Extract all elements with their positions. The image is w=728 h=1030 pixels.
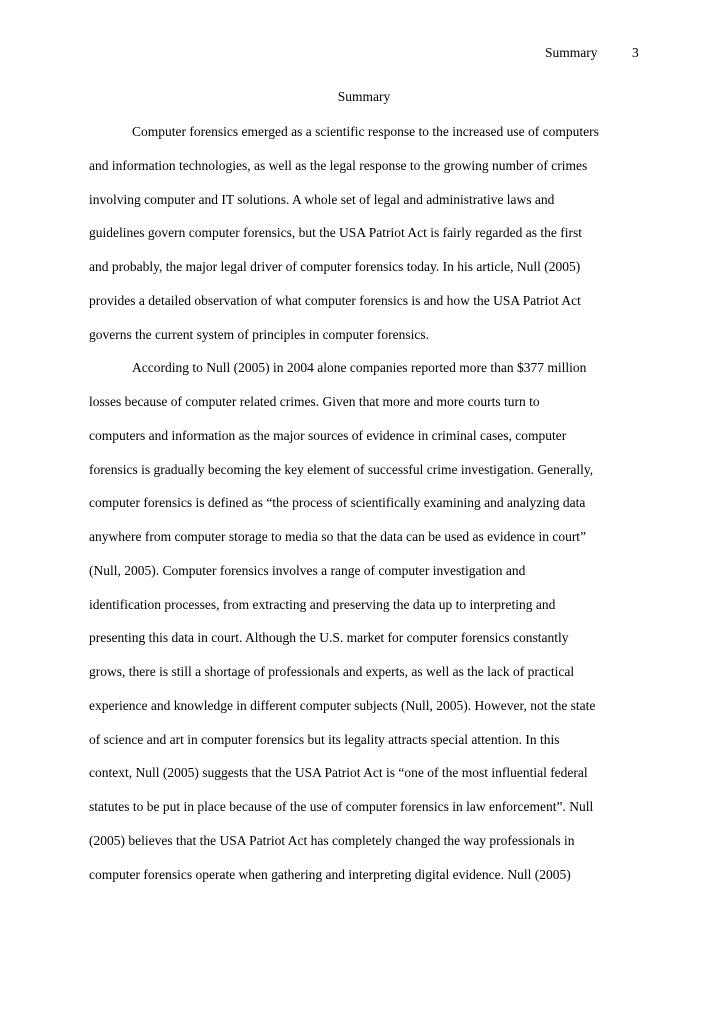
paragraph-line: losses because of computer related crimes. Given that more and more courts turn to [89, 394, 540, 409]
paragraph-line: (Null, 2005). Computer forensics involves a range of computer investigation and [89, 563, 526, 578]
paragraph-line: involving computer and IT solutions. A whole set of legal and administrative laws and [89, 192, 555, 207]
paragraph-line: computer forensics operate when gathering and interpreting digital evidence. Null (2005) [89, 867, 571, 882]
paragraph-line: presenting this data in court. Although the U.S. market for computer forensics constantly [89, 630, 569, 645]
paragraph-line: statutes to be put in place because of the use of computer forensics in law enforcement”. Null [89, 799, 594, 814]
paragraph-line: and information technologies, as well as the legal response to the growing number of crimes [89, 158, 588, 173]
paragraph-line: grows, there is still a shortage of professionals and experts, as well as the lack of practical [89, 664, 575, 679]
paragraph-line: and probably, the major legal driver of computer forensics today. In his article, Null (2005) [89, 259, 581, 274]
paragraph-line: guidelines govern computer forensics, but the USA Patriot Act is fairly regarded as the first [89, 225, 583, 240]
paragraph-line: provides a detailed observation of what computer forensics is and how the USA Patriot Act [89, 293, 581, 308]
paragraph-line: governs the current system of principles in computer forensics. [89, 327, 430, 342]
paragraph-line: computer forensics is defined as “the process of scientifically examining and analyzing data [89, 495, 586, 510]
paragraph-line: identification processes, from extracting and preserving the data up to interpreting and [89, 597, 556, 612]
paragraph-line: anywhere from computer storage to media so that the data can be used as evidence in court” [89, 529, 587, 544]
paragraph-line: computers and information as the major sources of evidence in criminal cases, computer [89, 428, 567, 443]
running-head-title: Summary [545, 45, 598, 60]
paragraph-line: Computer forensics emerged as a scientific response to the increased use of computers [132, 124, 599, 139]
paragraph-line: experience and knowledge in different computer subjects (Null, 2005). However, not the state [89, 698, 596, 713]
paragraph-line: According to Null (2005) in 2004 alone companies reported more than $377 million [132, 360, 587, 375]
paragraph-line: forensics is gradually becoming the key element of successful crime investigation. Generally, [89, 462, 594, 477]
page-number: 3 [632, 45, 639, 60]
paragraph-line: of science and art in computer forensics but its legality attracts special attention. In this [89, 732, 560, 747]
paragraph-line: (2005) believes that the USA Patriot Act has completely changed the way professionals in [89, 833, 575, 848]
document-title: Summary [337, 89, 391, 104]
paragraph-line: context, Null (2005) suggests that the USA Patriot Act is “one of the most influential federal [89, 765, 588, 780]
